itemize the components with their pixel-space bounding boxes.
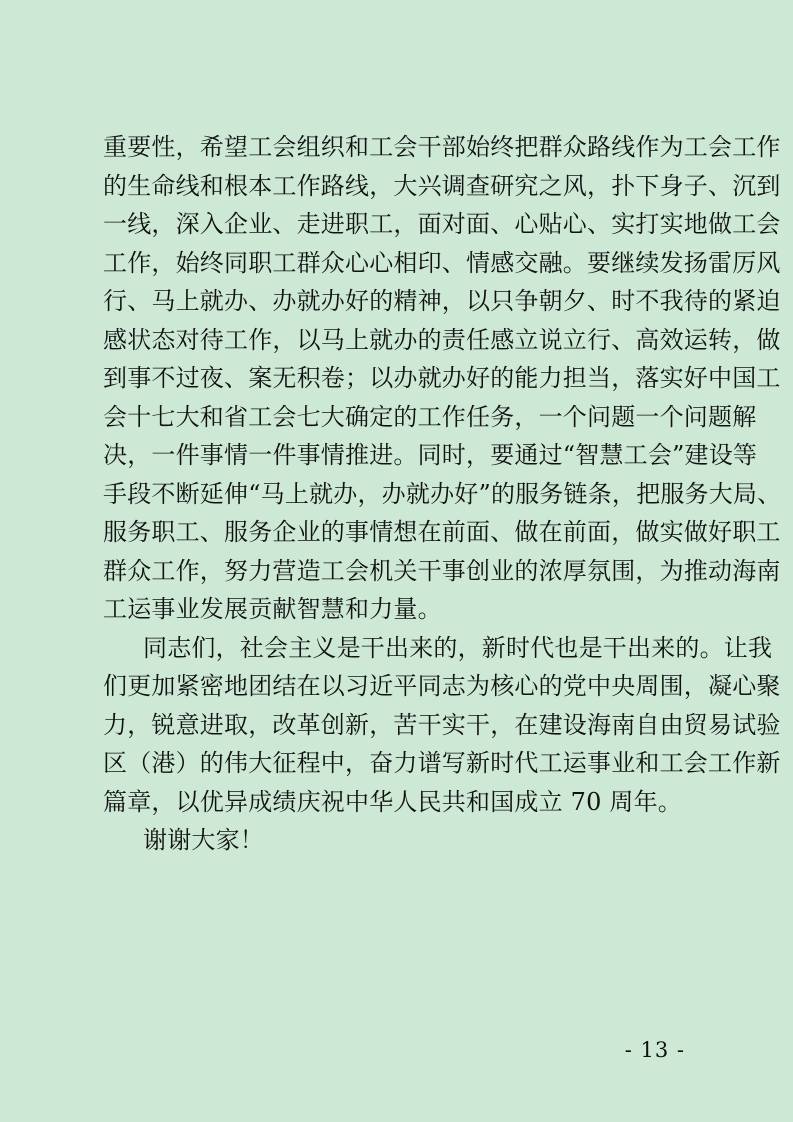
page-number: - 13 - xyxy=(624,1038,685,1062)
text-line: 区（港）的伟大征程中，奋力谱写新时代工运事业和工会工作新 xyxy=(103,749,781,777)
text-line: 到事不过夜、案无积卷；以办就办好的能力担当，落实好中国工 xyxy=(103,364,781,392)
paragraph-1 xyxy=(103,128,782,629)
paragraph-2 xyxy=(103,629,781,822)
body-text xyxy=(103,128,782,860)
text-line: 重要性，希望工会组织和工会干部始终把群众路线作为工会工作 xyxy=(103,133,781,161)
text-line: 决，一件事情一件事情推进。同时，要通过“智慧工会”建设等 xyxy=(103,441,758,469)
text-line: 手段不断延伸“马上就办，办就办好”的服务链条，把服务大局、 xyxy=(103,479,782,508)
text-line: 服务职工、服务企业的事情想在前面、做在前面，做实做好职工 xyxy=(103,518,781,546)
text-line: 感状态对待工作，以马上就办的责任感立说立行、高效运转，做 xyxy=(103,325,781,354)
text-line: 篇章，以优异成绩庆祝中华人民共和国成立 70 周年。 xyxy=(103,787,682,816)
text-line: 同志们，社会主义是干出来的，新时代也是干出来的。让我 xyxy=(143,633,773,662)
text-line: 谢谢大家！ xyxy=(143,826,264,854)
paragraph-3 xyxy=(103,821,703,860)
text-line: 工运事业发展贡献智慧和力量。 xyxy=(103,595,442,623)
text-line: 一线，深入企业、走进职工，面对面、心贴心、实打实地做工会 xyxy=(103,210,781,238)
text-line: 群众工作，努力营造工会机关干事创业的浓厚氛围，为推动海南 xyxy=(103,556,781,585)
text-line: 的生命线和根本工作路线，大兴调查研究之风，扑下身子、沉到 xyxy=(103,171,781,200)
text-line: 们更加紧密地团结在以习近平同志为核心的党中央周围，凝心聚 xyxy=(103,672,781,700)
text-line: 工作，始终同职工群众心心相印、情感交融。要继续发扬雷厉风 xyxy=(103,248,781,277)
text-line: 会十七大和省工会七大确定的工作任务，一个问题一个问题解 xyxy=(103,402,757,431)
text-line: 行、马上就办、办就办好的精神，以只争朝夕、时不我待的紧迫 xyxy=(103,287,781,315)
text-line: 力，锐意进取，改革创新，苦干实干，在建设海南自由贸易试验 xyxy=(103,710,781,739)
